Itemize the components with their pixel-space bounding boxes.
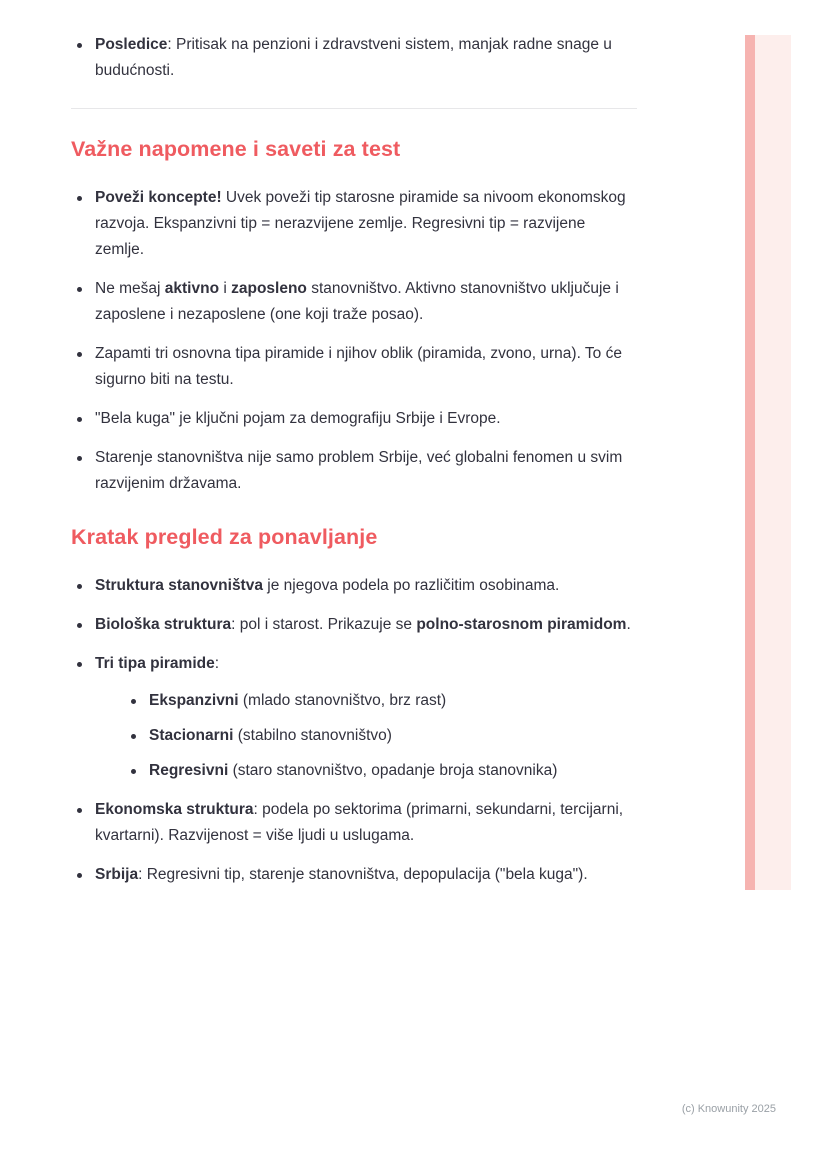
text-segment: . bbox=[626, 616, 631, 633]
text-segment: Starenje stanovništva nije samo problem Srbije, već globalni fenomen u svim razvijenim državama. bbox=[95, 449, 623, 492]
text-segment: (stabilno stanovništvo) bbox=[233, 727, 392, 744]
text-segment: je njegova podela po različitim osobinama. bbox=[262, 577, 560, 594]
bullet-list bbox=[71, 573, 637, 888]
list-item bbox=[125, 758, 637, 784]
text-segment: : bbox=[214, 655, 220, 672]
list-item bbox=[125, 723, 637, 749]
bold-text-segment: aktivno bbox=[164, 280, 220, 297]
list-item bbox=[71, 573, 637, 599]
bold-text-segment: Tri tipa piramide bbox=[95, 655, 215, 672]
list-item bbox=[71, 32, 637, 84]
section-title: Kratak pregled za ponavljanje bbox=[71, 525, 378, 549]
list-item-text bbox=[95, 345, 622, 388]
page-edge-decoration bbox=[745, 35, 791, 890]
footer-copyright: (c) Knowunity 2025 bbox=[681, 1103, 776, 1115]
text-segment: "Bela kuga" je ključni pojam za demografiju Srbije i Evrope. bbox=[95, 410, 501, 427]
section-bullet-list bbox=[71, 185, 637, 497]
text-segment: : Regresivni tip, starenje stanovništva, depopulacija ("bela kuga"). bbox=[138, 866, 588, 883]
list-item-text bbox=[95, 449, 622, 492]
text-segment: (mlado stanovništvo, brz rast) bbox=[238, 692, 447, 709]
bold-text-segment: Stacionarni bbox=[149, 727, 234, 744]
text-segment: Uvek poveži tip starosne piramide sa nivoom ekonomskog razvoja. Ekspanzivni tip = nerazvijene zemlje. Regresivni tip = razvijene zemlje. bbox=[95, 189, 626, 258]
bold-text-segment: Ekonomska struktura bbox=[95, 801, 254, 818]
bold-text-segment: Ekspanzivni bbox=[149, 692, 239, 709]
list-item bbox=[71, 445, 637, 497]
section-bullet-list bbox=[71, 573, 637, 888]
bullet-list bbox=[71, 185, 637, 497]
list-item-text bbox=[95, 36, 612, 79]
list-item bbox=[71, 185, 637, 263]
list-item-text bbox=[95, 189, 626, 258]
bold-text-segment: Poveži koncepte! bbox=[95, 189, 222, 206]
section-title: Važne napomene i saveti za test bbox=[71, 137, 401, 161]
list-item bbox=[71, 651, 637, 784]
page-edge-light bbox=[755, 35, 791, 890]
list-item-text bbox=[149, 692, 446, 709]
page-edge-bar bbox=[745, 35, 755, 890]
text-segment: : Pritisak na penzioni i zdravstveni sistem, manjak radne snage u budućnosti. bbox=[95, 36, 612, 79]
bold-text-segment: Posledice bbox=[95, 36, 168, 53]
section-vazne-napomene bbox=[71, 136, 637, 497]
list-item bbox=[125, 688, 637, 714]
list-item-text bbox=[95, 280, 619, 323]
bold-text-segment: Struktura stanovništva bbox=[95, 577, 263, 594]
list-item-text bbox=[149, 727, 392, 744]
list-item-text bbox=[95, 801, 623, 844]
list-item bbox=[71, 276, 637, 328]
list-item-text bbox=[95, 616, 631, 633]
list-item bbox=[71, 862, 637, 888]
section-divider bbox=[71, 108, 637, 109]
list-item-text bbox=[95, 577, 559, 594]
document-content bbox=[71, 32, 637, 901]
text-segment: i bbox=[219, 280, 232, 297]
text-segment: (staro stanovništvo, opadanje broja stanovnika) bbox=[228, 762, 558, 779]
text-segment: Zapamti tri osnovna tipa piramide i njihov oblik (piramida, zvono, urna). To će sigurno biti na testu. bbox=[95, 345, 622, 388]
text-segment: : podela po sektorima (primarni, sekundarni, tercijarni, kvartarni). Razvijenost = više ljudi u uslugama. bbox=[95, 801, 624, 844]
intro-bullet-list bbox=[71, 32, 637, 84]
bold-text-segment: Biološka struktura bbox=[95, 616, 232, 633]
bold-text-segment: Srbija bbox=[95, 866, 139, 883]
bold-text-segment: polno-starosnom piramidom bbox=[416, 616, 627, 633]
list-item-text bbox=[95, 410, 501, 427]
text-segment: : pol i starost. Prikazuje se bbox=[231, 616, 417, 633]
list-item-text bbox=[95, 866, 588, 883]
list-item-text bbox=[149, 762, 557, 779]
bullet-list bbox=[71, 32, 637, 84]
list-item-text bbox=[95, 655, 219, 672]
list-item bbox=[71, 797, 637, 849]
bullet-list bbox=[95, 688, 637, 784]
bold-text-segment: Regresivni bbox=[149, 762, 229, 779]
text-segment: Ne mešaj bbox=[95, 280, 165, 297]
list-item bbox=[71, 612, 637, 638]
section-kratak-pregled bbox=[71, 524, 637, 888]
text-segment: stanovništvo. Aktivno stanovništvo uključuje i zaposlene i nezaposlene (one koji traže posao). bbox=[95, 280, 619, 323]
list-item bbox=[71, 341, 637, 393]
bold-text-segment: zaposleno bbox=[231, 280, 307, 297]
list-item bbox=[71, 406, 637, 432]
